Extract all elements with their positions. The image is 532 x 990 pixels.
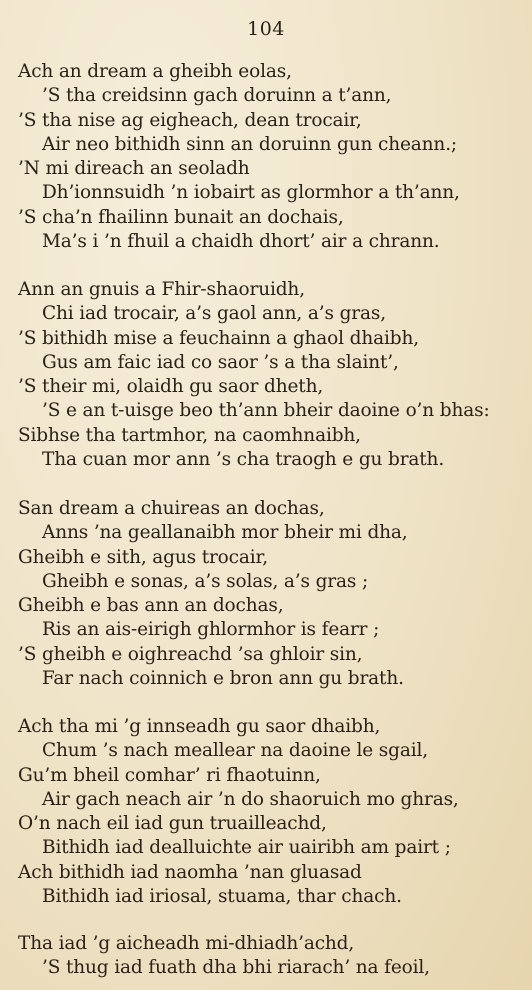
stanza xyxy=(18,278,523,472)
verse-line: Ann an gnuis a Fhir-shaoruidh, xyxy=(18,279,305,300)
page-number: 104 xyxy=(247,18,285,40)
verse-line: Ach an dream a gheibh eolas, xyxy=(18,61,292,82)
verse-line: ’S tha creidsinn gach doruinn a t’ann, xyxy=(42,85,392,107)
verse-line: Gheibh e bas ann an dochas, xyxy=(18,595,284,617)
verse-line: Air neo bithidh sinn an doruinn gun cheann.; xyxy=(42,133,458,155)
stanza xyxy=(18,60,523,254)
verse-line: Gus am faic iad co saor ’s a tha slaint’, xyxy=(42,351,399,373)
verse-line: ’S thug iad fuath dha bhi riarach’ na feoil, xyxy=(42,957,430,979)
verse-line: Bithidh iad dealluichte air uairibh am pairt ; xyxy=(42,837,451,859)
verse-line: Air gach neach air ’n do shaoruich mo ghras, xyxy=(42,788,459,810)
verse-line: Gu’m bheil comhar’ ri fhaotuinn, xyxy=(18,764,321,786)
verse-line: O’n nach eil iad gun truailleachd, xyxy=(18,813,327,835)
stanza xyxy=(18,497,523,691)
verse-line: Bithidh iad iriosal, stuama, thar chach. xyxy=(42,886,402,908)
verse-line: ’S gheibh e oighreachd ’sa ghloir sin, xyxy=(18,643,363,665)
verse-line: Anns ’na geallanaibh mor bheir mi dha, xyxy=(42,522,408,544)
verse-line: Chum ’s nach meallear na daoine le sgail, xyxy=(42,740,428,762)
verse-line: Ma’s i ’n fhuil a chaidh dhort’ air a chrann. xyxy=(42,231,440,253)
verse-line: ’S tha nise ag eigheach, dean trocair, xyxy=(18,109,362,131)
verse-line: Ach tha mi ’g innseadh gu saor dhaibh, xyxy=(18,716,381,737)
verse-line: Ach bithidh iad naomha ’nan gluasad xyxy=(18,861,362,883)
verse-line: Dh’ionnsuidh ’n iobairt as glormhor a th’ann, xyxy=(42,182,460,204)
verse-line: ’S their mi, olaidh gu saor dheth, xyxy=(18,376,324,398)
verse-line: Tha iad ’g aicheadh mi-dhiadh’achd, xyxy=(18,933,355,954)
verse-line: ’S bithidh mise a feuchainn a ghaol dhaibh, xyxy=(18,327,419,349)
verse-line: ’S e an t-uisge beo th’ann bheir daoine o’n bhas: xyxy=(42,400,490,422)
verse-line: Ris an ais-eirigh ghlormhor is fearr ; xyxy=(42,619,380,641)
verse-line: Far nach coinnich e bron ann gu brath. xyxy=(42,668,404,690)
verse-line: San dream a chuireas an dochas, xyxy=(18,498,325,519)
verse-line: Gheibh e sith, agus trocair, xyxy=(18,546,268,568)
verse-line: ’N mi direach an seoladh xyxy=(18,158,250,180)
verse-line: Sibhse tha tartmhor, na caomhnaibh, xyxy=(18,424,361,446)
verse-line: Gheibh e sonas, a’s solas, a’s gras ; xyxy=(42,570,369,592)
stanza xyxy=(18,932,523,981)
stanza xyxy=(18,715,523,909)
verse-line: ’S cha’n fhailinn bunait an dochais, xyxy=(18,206,344,228)
verse-line: Chi iad trocair, a’s gaol ann, a’s gras, xyxy=(42,303,386,325)
verse-line: Tha cuan mor ann ’s cha traogh e gu brath. xyxy=(42,449,445,471)
